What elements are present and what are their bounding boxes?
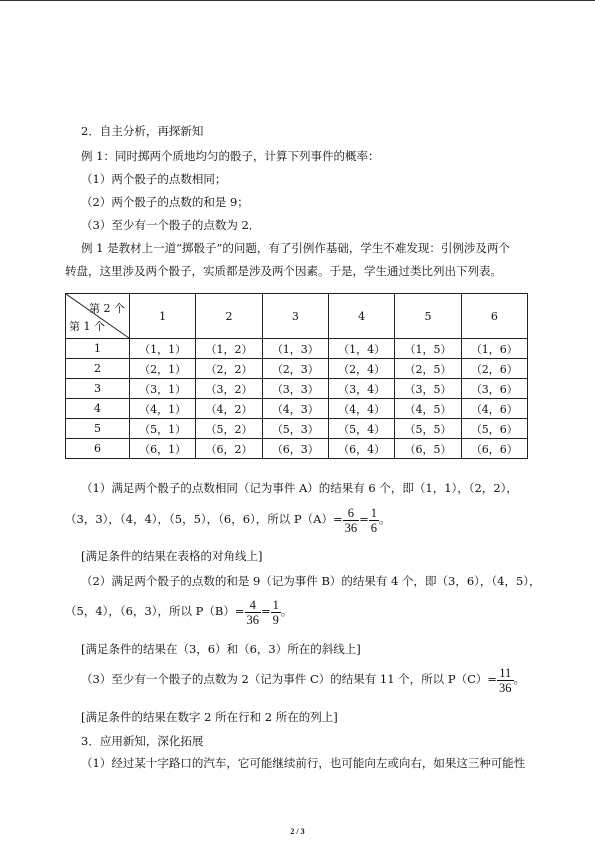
example-1-statement: 例 1：同时掷两个质地均匀的骰子，计算下列事件的概率： <box>81 149 380 163</box>
column-header: 4 <box>328 294 394 339</box>
table-cell: （6，5） <box>395 439 461 459</box>
table-cell: （6，3） <box>262 439 328 459</box>
table-cell: （2，4） <box>328 359 394 379</box>
table-cell: （1，1） <box>130 339 196 359</box>
paragraph-analysis-line-2: 转盘，这里涉及两个骰子，实质都是涉及两个因素。于是，学生通过类比列出下列表。 <box>65 264 502 278</box>
table-cell: （1，3） <box>262 339 328 359</box>
table-corner-cell <box>66 294 130 339</box>
table-cell: （1，6） <box>461 339 527 359</box>
row-header: 3 <box>66 379 130 399</box>
answer-3-note: [满足条件的结果在数字 2 所在行和 2 所在的列上] <box>81 710 338 724</box>
answer-2-text: （5，4），（6，3），所以 P（B）= <box>65 604 245 618</box>
table-cell: （5，4） <box>328 419 394 439</box>
fraction-numerator: 1 <box>370 505 378 520</box>
row-header: 5 <box>66 419 130 439</box>
table-cell: （6，1） <box>130 439 196 459</box>
table-row <box>66 379 528 399</box>
fraction-numerator: 1 <box>272 597 279 612</box>
dice-outcome-table <box>65 293 528 459</box>
table-cell: （4，5） <box>395 399 461 419</box>
table-cell: （5，6） <box>461 419 527 439</box>
corner-column-label: 第 2 个 <box>89 302 125 315</box>
table-cell: （1，2） <box>196 339 262 359</box>
period: 。 <box>513 672 526 686</box>
table-cell: （2，1） <box>130 359 196 379</box>
table-row <box>66 399 528 419</box>
table-cell: （3，4） <box>328 379 394 399</box>
column-header: 2 <box>196 294 262 339</box>
fraction-denominator: 6 <box>370 520 378 535</box>
page-top-rule <box>0 0 595 1</box>
table-cell: （4，1） <box>130 399 196 419</box>
table-cell: （3，1） <box>130 379 196 399</box>
table-cell: （3，6） <box>461 379 527 399</box>
example-1-question-1: （1）两个骰子的点数相同； <box>81 172 227 186</box>
answer-1-line-2 <box>65 503 391 537</box>
fraction-numerator: 11 <box>497 666 514 681</box>
table-header-row <box>66 294 528 339</box>
fraction-denominator: 36 <box>499 680 512 695</box>
answer-2-note: [满足条件的结果在（3，6）和（6，3）所在的斜线上] <box>81 642 361 656</box>
section-2-title: 2．自主分析，再探新知 <box>81 124 204 138</box>
answer-2-line-2 <box>65 595 292 629</box>
table-cell: （5，5） <box>395 419 461 439</box>
section-3-title: 3．应用新知，深化拓展 <box>81 734 204 748</box>
table-cell: （2，3） <box>262 359 328 379</box>
corner-row-label: 第 1 个 <box>69 320 105 333</box>
column-header: 1 <box>130 294 196 339</box>
table-cell: （3，2） <box>196 379 262 399</box>
table-cell: （3，3） <box>262 379 328 399</box>
fraction-numerator: 6 <box>343 506 360 521</box>
row-header: 6 <box>66 439 130 459</box>
row-header: 4 <box>66 399 130 419</box>
period: 。 <box>379 512 391 526</box>
fraction-denominator: 36 <box>344 520 358 535</box>
table-cell: （2，6） <box>461 359 527 379</box>
page-number: 2 / 3 <box>290 827 305 836</box>
table-row <box>66 359 528 379</box>
table-cell: （6，2） <box>196 439 262 459</box>
equals-sign: = <box>359 512 369 526</box>
fraction-denominator: 36 <box>246 612 259 627</box>
answer-1-text: （3，3），（4，4），（5，5），（6，6），所以 P（A）= <box>65 512 343 526</box>
table-cell: （4，3） <box>262 399 328 419</box>
answer-3-text: （3）至少有一个骰子的点数为 2（记为事件 C）的结果有 11 个，所以 P（C）= <box>81 672 498 686</box>
answer-1-note: [满足条件的结果在表格的对角线上] <box>81 549 263 563</box>
fraction-pB-first <box>245 598 262 627</box>
column-header: 5 <box>395 294 461 339</box>
answer-2-line-1: （2）满足两个骰子的点数的和是 9（记为事件 B）的结果有 4 个，即（3，6），（4，5）， <box>81 574 541 588</box>
example-1-question-3: （3）至少有一个骰子的点数为 2． <box>81 218 261 232</box>
table-cell: （5，3） <box>262 419 328 439</box>
answer-3-line <box>81 663 525 697</box>
period: 。 <box>280 604 293 618</box>
table-cell: （6，6） <box>461 439 527 459</box>
column-header: 6 <box>461 294 527 339</box>
table-cell: （4，4） <box>328 399 394 419</box>
example-1-question-2: （2）两个骰子的点数的和是 9； <box>81 195 249 209</box>
fraction-pA-first <box>343 506 360 535</box>
column-header: 3 <box>262 294 328 339</box>
table-cell: （1，4） <box>328 339 394 359</box>
table-cell: （4，2） <box>196 399 262 419</box>
table-row <box>66 339 528 359</box>
fraction-numerator: 4 <box>245 598 262 613</box>
table-cell: （6，4） <box>328 439 394 459</box>
table-cell: （2，2） <box>196 359 262 379</box>
table-cell: （5，1） <box>130 419 196 439</box>
fraction-pA-second <box>369 506 379 535</box>
table-cell: （3，5） <box>395 379 461 399</box>
fraction-pC <box>497 666 514 695</box>
table-cell: （5，2） <box>196 419 262 439</box>
section-3-paragraph-1: （1）经过某十字路口的汽车，它可能继续前行，也可能向左或向右，如果这三种可能性 <box>81 756 526 770</box>
table-cell: （1，5） <box>395 339 461 359</box>
row-header: 1 <box>66 339 130 359</box>
answer-1-line-1: （1）满足两个骰子的点数相同（记为事件 A）的结果有 6 个，即（1，1），（2，2）， <box>81 481 518 495</box>
fraction-pB-second <box>271 598 281 627</box>
table-cell: （4，6） <box>461 399 527 419</box>
row-header: 2 <box>66 359 130 379</box>
paragraph-analysis-line-1: 例 1 是教材上一道“掷骰子”的问题，有了引例作基础，学生不难发现：引例涉及两个 <box>81 241 510 255</box>
table-row <box>66 439 528 459</box>
fraction-denominator: 9 <box>272 612 279 627</box>
table-cell: （2，5） <box>395 359 461 379</box>
table-row <box>66 419 528 439</box>
equals-sign: = <box>261 604 271 618</box>
